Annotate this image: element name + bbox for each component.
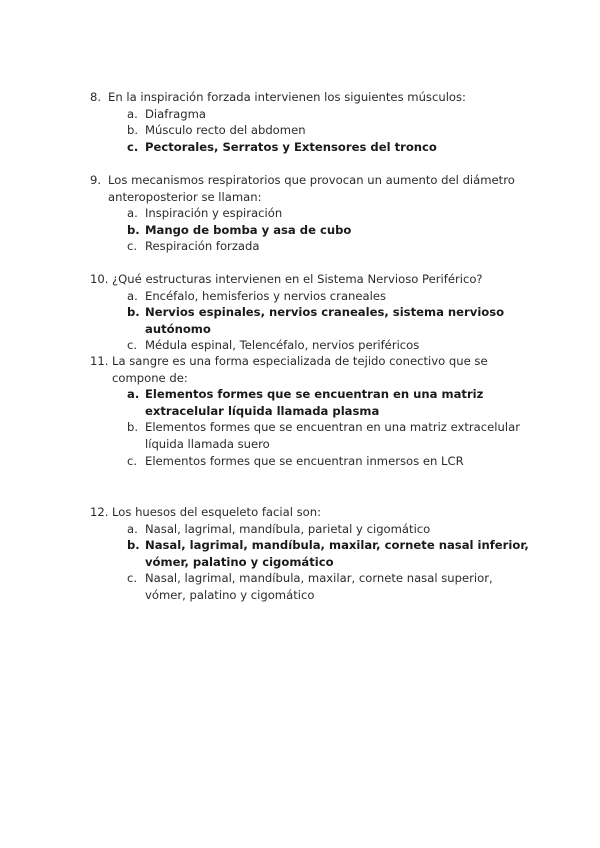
question-text: Los huesos del esqueleto facial son: [112,505,322,519]
question-number: 9. [90,173,102,187]
option-letter: c. [127,239,138,254]
option-text: Nasal, lagrimal, mandíbula, parietal y cigomático [145,521,431,536]
option-letter: a. [127,521,138,536]
options-list [90,205,530,255]
question-12 [90,504,530,604]
option-text: Nasal, lagrimal, mandíbula, maxilar, cornete nasal inferior, vómer, palatino y cigomático [145,538,529,569]
option-letter: a. [127,288,138,303]
option-c-correct [90,139,530,156]
option-text: Nasal, lagrimal, mandíbula, maxilar, cornete nasal superior, vómer, palatino y cigomático [145,571,493,602]
option-letter: a. [127,106,138,121]
question-stem [90,172,530,205]
option-text: Inspiración y espiración [145,206,283,221]
option-text: Mango de bomba y asa de cubo [145,222,352,237]
option-a [90,205,530,222]
question-stem [90,89,530,106]
question-8 [90,89,530,155]
option-c [90,337,530,354]
option-letter: b. [127,123,139,138]
question-9 [90,172,530,255]
option-c [90,570,530,603]
option-text: Encéfalo, hemisferios y nervios craneales [145,288,387,303]
option-letter: b. [127,538,140,553]
question-stem [90,504,530,521]
option-letter: b. [127,305,140,320]
question-text: La sangre es una forma especializada de tejido conectivo que se compone de: [112,354,488,385]
question-text: Los mecanismos respiratorios que provocan un aumento del diámetro anteroposterior se llaman: [108,173,515,204]
option-a [90,288,530,305]
option-text: Nervios espinales, nervios craneales, sistema nervioso autónomo [145,305,505,336]
option-b-correct [90,304,530,337]
option-text: Elementos formes que se encuentran en una matriz extracelular líquida llamada plasma [145,387,484,418]
options-list [90,288,530,354]
option-a [90,106,530,123]
option-b [90,419,530,452]
question-stem [90,353,530,386]
option-a [90,521,530,538]
question-number: 8. [90,90,102,104]
option-letter: c. [127,139,139,154]
option-b [90,122,530,139]
option-text: Médula espinal, Telencéfalo, nervios periféricos [145,338,420,353]
question-10 [90,271,530,354]
option-letter: a. [127,387,140,402]
option-b-correct [90,222,530,239]
question-number: 11. [90,354,109,368]
question-number: 12. [90,505,109,519]
question-stem [90,271,530,288]
option-letter: b. [127,222,140,237]
option-letter: c. [127,453,138,468]
question-11 [90,353,530,469]
option-text: Elementos formes que se encuentran en una matriz extracelular líquida llamada suero [145,420,520,451]
options-list [90,386,530,469]
option-letter: c. [127,338,138,353]
option-letter: c. [127,571,138,586]
option-c [90,453,530,470]
option-text: Diafragma [145,106,206,121]
question-text: ¿Qué estructuras intervienen en el Sistema Nervioso Periférico? [112,272,483,286]
option-letter: a. [127,206,138,221]
question-number: 10. [90,272,109,286]
option-a-correct [90,386,530,419]
option-letter: b. [127,420,139,435]
options-list [90,106,530,156]
option-text: Músculo recto del abdomen [145,123,306,138]
option-text: Elementos formes que se encuentran inmersos en LCR [145,453,464,468]
option-text: Respiración forzada [145,239,260,254]
question-text: En la inspiración forzada intervienen los siguientes músculos: [108,90,466,104]
options-list [90,521,530,604]
option-b-correct [90,537,530,570]
option-text: Pectorales, Serratos y Extensores del tronco [145,139,437,154]
option-c [90,238,530,255]
